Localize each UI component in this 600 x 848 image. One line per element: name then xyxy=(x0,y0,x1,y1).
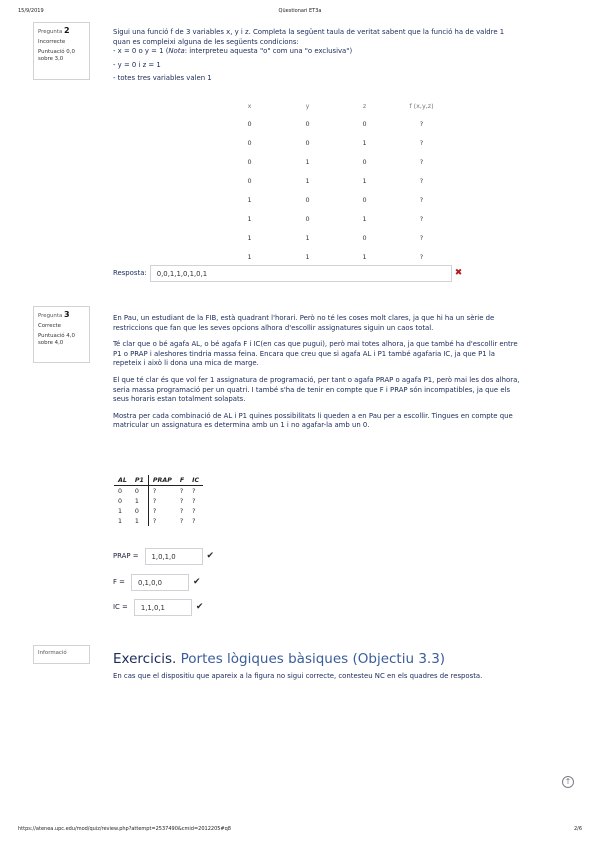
truth-table-cell: 1 xyxy=(247,195,252,204)
col-p1: P1 xyxy=(131,475,149,486)
truth-table-cell: 0 xyxy=(247,119,252,128)
col-z: z xyxy=(362,102,367,110)
truth-table-row xyxy=(225,152,455,171)
combination-row xyxy=(114,486,203,497)
info-label: Informació xyxy=(38,650,67,656)
question-score-line1: Puntuació 4,0 xyxy=(38,333,75,339)
info-block-content xyxy=(113,651,533,680)
truth-table-cell: ? xyxy=(419,233,424,242)
print-title: Qüestionari ET3a xyxy=(278,8,322,14)
col-ic: IC xyxy=(188,475,203,486)
question-2-content xyxy=(113,28,523,84)
answer-f-input[interactable]: 0,1,0,0 xyxy=(131,574,189,591)
question-label: Pregunta xyxy=(38,313,63,319)
col-f: f (x,y,z) xyxy=(409,102,434,110)
combination-cell: ? xyxy=(179,507,184,515)
combination-cell: 1 xyxy=(131,516,149,526)
q3-paragraph-3: El que té clar és que vol fer 1 assignatura de programació, per tant o agafa PRAP o agafa P1, però mai les dos alhora, seria massa programació per un quatri. I també s'ha de tenir en compte que F i PRAP són incompatibles, ja que els seus horaris estan totalment solapats. xyxy=(113,375,520,404)
condition-2: - y = 0 i z = 1 xyxy=(113,60,161,69)
truth-table-cell: 0 xyxy=(305,138,310,147)
print-url: https://atenea.upc.edu/mod/quiz/review.php?attempt=2537490&cmid=2012205#q8 xyxy=(18,826,231,832)
question-label: Pregunta xyxy=(38,29,63,35)
truth-table-row xyxy=(225,114,455,133)
question-number: 3 xyxy=(63,310,70,319)
exercise-title-main: Exercicis. xyxy=(113,651,177,667)
print-page-number: 2/6 xyxy=(573,826,582,832)
truth-table-q2 xyxy=(225,98,455,266)
combination-cell: 0 xyxy=(118,487,123,495)
truth-table-cell: 1 xyxy=(247,252,252,261)
truth-table-cell: 0 xyxy=(362,233,367,242)
col-al: AL xyxy=(114,475,131,486)
question-number: 2 xyxy=(63,26,70,35)
truth-table-cell: 1 xyxy=(362,176,367,185)
question-status: Correcte xyxy=(38,323,61,329)
col-f: F xyxy=(176,475,188,486)
truth-table-cell: ? xyxy=(419,119,424,128)
combination-cell: 0 xyxy=(131,486,149,497)
truth-table-cell: 1 xyxy=(362,214,367,223)
response-label: Resposta: xyxy=(113,269,147,277)
answer-prap-input[interactable]: 1,0,1,0 xyxy=(145,548,203,565)
truth-table-cell: 0 xyxy=(305,195,310,204)
print-header xyxy=(18,8,582,18)
col-y: y xyxy=(305,102,310,110)
truth-table-row xyxy=(225,228,455,247)
print-footer xyxy=(18,826,582,834)
combination-cell: 0 xyxy=(131,506,149,516)
truth-table-cell: 1 xyxy=(362,138,367,147)
truth-table-cell: 0 xyxy=(247,157,252,166)
q3-paragraph-1: En Pau, un estudiant de la FIB, està quadrant l'horari. Però no té les coses molt clares, ja que hi ha un sèrie de restriccions que fan que les seves opcions alhora d'escollir assignatures siguin un caos total. xyxy=(113,314,495,332)
combination-cell: ? xyxy=(192,487,196,495)
truth-table-cell: ? xyxy=(419,195,424,204)
truth-table-cell: ? xyxy=(419,157,424,166)
question-3-content xyxy=(113,314,523,438)
col-prap: PRAP xyxy=(148,475,175,486)
note-label: Nota xyxy=(168,47,185,56)
exercise-title-sub: Portes lògiques bàsiques (Objectiu 3.3) xyxy=(176,651,446,667)
combination-row xyxy=(114,516,203,526)
combination-cell: ? xyxy=(179,517,184,525)
question-2-intro: Sigui una funció f de 3 variables x, y i z. Completa la següent taula de veritat sabent que la funció ha de valdre 1 quan es compleixi alguna de les següents condicions: xyxy=(113,28,505,46)
answer-ic-label: IC = xyxy=(113,603,128,611)
truth-table-cell: ? xyxy=(419,252,424,261)
combination-cell: ? xyxy=(192,497,196,505)
combination-cell: 0 xyxy=(118,497,123,505)
answer-ic-input[interactable]: 1,1,0,1 xyxy=(134,599,192,616)
correct-icon: ✔ xyxy=(206,551,215,561)
q2-response-row xyxy=(113,264,462,282)
exercise-title xyxy=(113,651,533,667)
correct-icon: ✔ xyxy=(195,602,204,612)
truth-table-cell: 1 xyxy=(362,252,367,261)
correct-icon: ✔ xyxy=(192,577,201,587)
truth-table-cell: 1 xyxy=(305,233,310,242)
truth-table-cell: 0 xyxy=(362,119,367,128)
exercise-text: En cas que el dispositiu que apareix a la figura no sigui correcte, contesteu NC en els quadres de resposta. xyxy=(113,672,483,680)
truth-table-cell: 1 xyxy=(247,233,252,242)
combination-cell: 1 xyxy=(131,496,149,506)
combination-cell: 1 xyxy=(118,507,123,515)
truth-table-row xyxy=(225,133,455,152)
combination-cell: ? xyxy=(152,517,157,525)
answer-f-row xyxy=(113,573,200,591)
condition-1: - x = 0 o y = 1 (Nota: interpreteu aquesta "o" com una "o exclusiva") xyxy=(113,47,353,56)
combination-cell: ? xyxy=(152,487,157,495)
combination-table-q3 xyxy=(114,475,203,526)
truth-table-cell: 0 xyxy=(247,176,252,185)
truth-table-cell: 1 xyxy=(305,252,310,261)
truth-table-row xyxy=(225,171,455,190)
combination-row xyxy=(114,496,203,506)
answer-prap-label: PRAP = xyxy=(113,552,139,560)
truth-table-cell: 1 xyxy=(305,176,310,185)
q3-paragraph-4: Mostra per cada combinació de AL i P1 quines possibilitats li queden a en Pau per a escollir. Tingues en compte que matricular un assignatura es determina amb un 1 i no agafar-la amb un 0. xyxy=(113,411,513,430)
truth-table-cell: ? xyxy=(419,214,424,223)
question-3-info xyxy=(33,306,90,363)
scroll-to-top-icon[interactable]: ↑ xyxy=(562,776,574,788)
combination-cell: ? xyxy=(192,507,196,515)
truth-table-cell: 0 xyxy=(247,138,252,147)
truth-table-cell: ? xyxy=(419,176,424,185)
question-score-line1: Puntuació 0,0 xyxy=(38,49,75,55)
truth-table-row xyxy=(225,209,455,228)
truth-table-cell: 1 xyxy=(247,214,252,223)
truth-table-cell: 0 xyxy=(305,119,310,128)
print-date: 15/9/2019 xyxy=(18,8,44,14)
condition-3: - totes tres variables valen 1 xyxy=(113,74,212,83)
truth-table-cell: 1 xyxy=(305,157,310,166)
combination-cell: ? xyxy=(179,487,184,495)
q3-paragraph-2: Té clar que o bé agafa AL, o bé agafa F i IC(en cas que pugui), però mai totes alhora, ja que també ha d'escollir entre P1 o PRAP i aleshores tindria massa feina. Encara que creu que si agafa AL i P1 també agafaria IC, ja que P1 la repeteix i això li dona una mica de marge. xyxy=(113,340,518,368)
combination-row xyxy=(114,506,203,516)
combination-cell: 1 xyxy=(118,517,123,525)
question-status: Incorrecte xyxy=(38,39,66,45)
combination-cell: ? xyxy=(152,507,157,515)
truth-table-cell: ? xyxy=(419,138,424,147)
combination-cell: ? xyxy=(192,517,196,525)
response-input[interactable]: 0,0,1,1,0,1,0,1 xyxy=(150,265,452,282)
question-2-info xyxy=(33,22,90,80)
truth-table-cell: 0 xyxy=(362,157,367,166)
answer-f-label: F = xyxy=(113,578,125,586)
combination-cell: ? xyxy=(179,497,184,505)
incorrect-icon: ✖ xyxy=(454,268,463,278)
col-x: x xyxy=(247,102,252,110)
truth-table-row xyxy=(225,190,455,209)
truth-table-cell: 0 xyxy=(305,214,310,223)
question-score-line2: sobre 3,0 xyxy=(38,56,64,62)
truth-table-cell: 0 xyxy=(362,195,367,204)
info-block-label xyxy=(33,645,90,664)
answer-ic-row xyxy=(113,598,203,616)
question-score-line2: sobre 4,0 xyxy=(38,340,64,346)
combination-cell: ? xyxy=(152,497,157,505)
answer-prap-row xyxy=(113,547,214,565)
